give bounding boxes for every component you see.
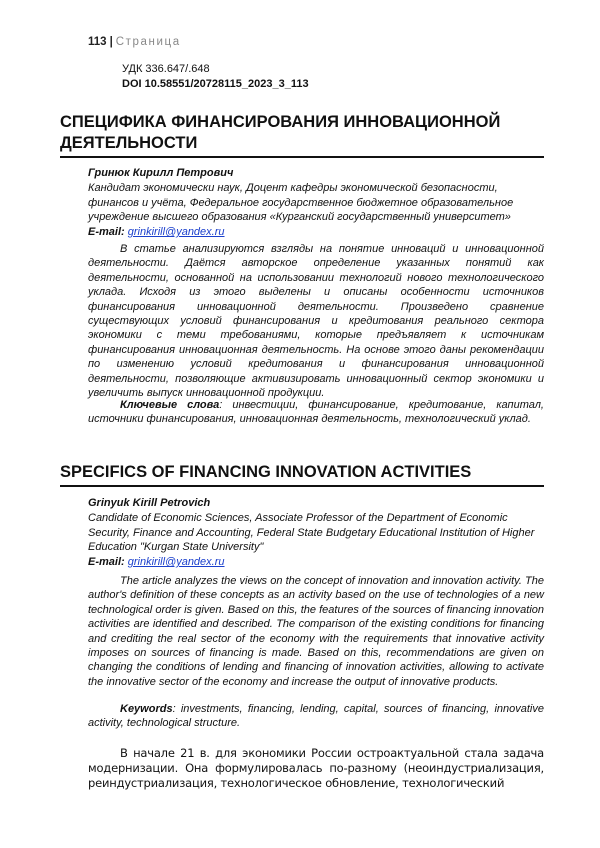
keywords-label-ru: Ключевые слова xyxy=(120,399,220,411)
email-label-ru: E-mail: xyxy=(88,226,125,239)
author-affiliation-ru: Кандидат экономически наук, Доцент кафедры экономической безопасности, финансов и учёта, Федеральное государственное бюджетное образовательное учреждение высшего образования «Курганский государственный университет» xyxy=(88,181,514,224)
keywords-label-en: Keywords xyxy=(120,703,173,715)
email-link-ru[interactable]: grinkirill@yandex.ru xyxy=(127,226,225,239)
author-affiliation-en: Candidate of Economic Sciences, Associate Professor of the Department of Economic Security, Finance and Accounting, Federal State Budgetary Educational Institution of Higher Education "Kurgan State University" xyxy=(88,511,535,554)
abstract-en: The article analyzes the views on the concept of innovation and innovation activity. The author's definition of these concepts as an activity based on the use of technologies of a new technological order is given. Based on this, the features of the sources of financing innovation activities are identified and described. The comparison of the existing conditions for financing and crediting the real sector of the economy with the requirements that innovative activity imposes on sources of financing is made. Based on this, recommendations are given on changing the conditions of lending and financing of innovation activities, allowing to activate the innovative sector of the economy and increase the output of innovative products. xyxy=(88,575,544,688)
author-email-row-ru xyxy=(88,225,544,240)
author-block-en xyxy=(88,496,544,570)
article-title-ru: СПЕЦИФИКА ФИНАНСИРОВАНИЯ ИННОВАЦИОННОЙ ДЕЯТЕЛЬНОСТИ xyxy=(60,112,544,158)
udk-line: УДК 336.647/.648 xyxy=(122,63,210,75)
keywords-text-en: : investments, financing, lending, capital, sources of financing, innovative activity, technological structure. xyxy=(88,703,544,730)
keywords-ru xyxy=(88,398,544,427)
page-word: Страница xyxy=(115,36,181,48)
doi-line: DOI 10.58551/20728115_2023_3_113 xyxy=(122,78,309,90)
author-block-ru xyxy=(88,166,544,240)
keywords-en xyxy=(88,702,544,731)
keywords-text-ru: : инвестиции, финансирование, кредитование, капитал, источники финансирования, инновационная деятельность, технологический уклад. xyxy=(88,399,544,426)
abstract-ru: В статье анализируются взгляды на понятие инноваций и инновационной деятельности. Даётся авторское определение указанных понятий как деятельности, основанной на использовании технологий нового технологического уклада. Исходя из этого выделены и описаны особенности источников финансирования инновационной деятельности. Произведено сравнение существующих условий финансирования и кредитования реального сектора экономики с теми требованиями, которые предъявляет к источникам финансирования инновационная деятельность. На основе этого даны рекомендации по изменению условий кредитования и финансирования инновационной деятельности, позволяющие активизировать инновационный сектор экономики и увеличить выпуск инновационной продукции. xyxy=(88,243,544,400)
udk-block xyxy=(122,62,309,92)
author-name-en: Grinyuk Kirill Petrovich xyxy=(88,497,211,509)
article-title-en: SPECIFICS OF FINANCING INNOVATION ACTIVITIES xyxy=(60,462,544,487)
email-label-en: E-mail: xyxy=(88,556,125,569)
author-email-row-en xyxy=(88,555,544,570)
page-header xyxy=(88,36,181,48)
header-separator: | xyxy=(109,36,113,48)
page-number: 113 xyxy=(88,36,107,48)
body-paragraph: В начале 21 в. для экономики России остроактуальной стала задача модернизации. Она формулировалась по-разному (неоиндустриализация, реиндустриализация, технологическое обновление, технологический xyxy=(88,746,544,790)
author-name-ru: Гринюк Кирилл Петрович xyxy=(88,167,234,179)
email-link-en[interactable]: grinkirill@yandex.ru xyxy=(127,556,225,569)
